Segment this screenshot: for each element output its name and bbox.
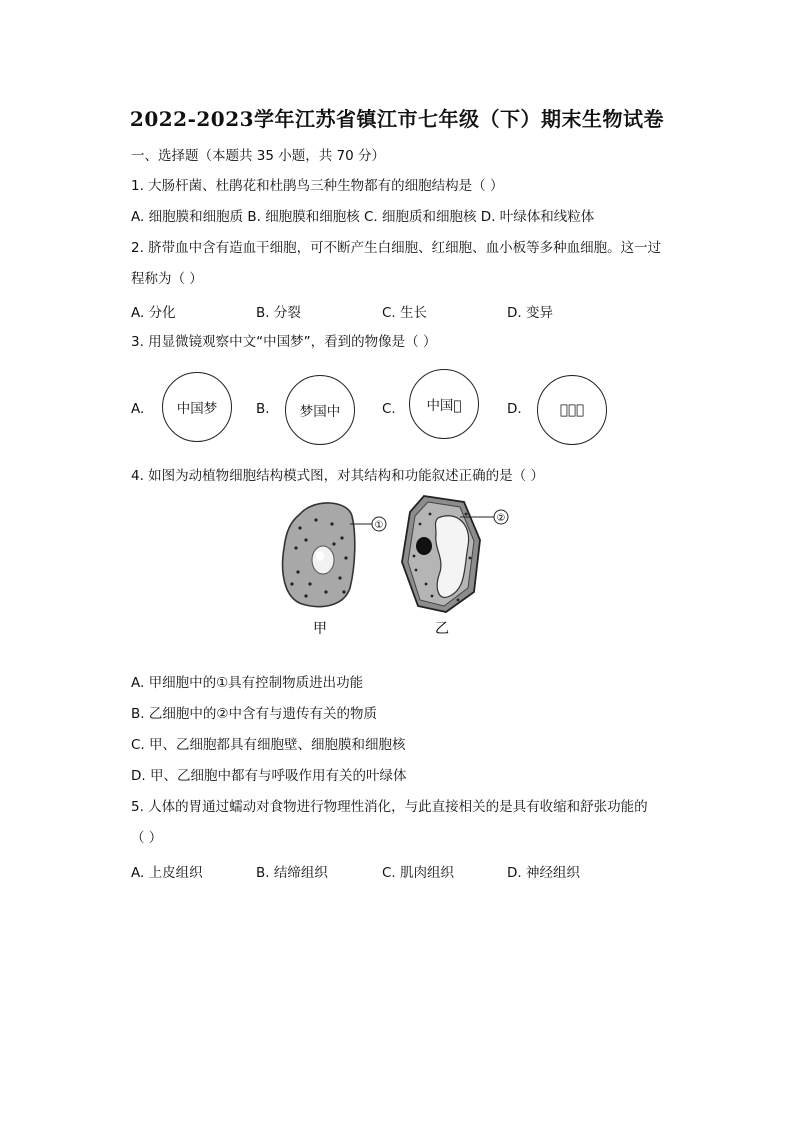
question-3-label-c: C. [382,401,396,417]
question-5-stem-line2: （ ） [131,830,163,846]
question-4-option-b: B. 乙细胞中的②中含有与遗传有关的物质 [131,706,377,722]
question-3-stem: 3. 用显微镜观察中文“中国梦”，看到的物像是（ ） [131,334,437,350]
question-3-circle-b [285,375,355,445]
question-3-circle-b-text: 梦国中 [299,404,341,420]
figure-mark-1: ① [374,520,384,531]
question-5-option-c: C. 肌肉组织 [382,865,455,881]
plant-cell [402,496,508,612]
figure-caption-a: 甲 [313,621,327,637]
question-5-option-b: B. 结缔组织 [256,865,328,881]
question-2-option-a: A. 分化 [131,305,176,321]
question-2-stem-line2: 程称为（ ） [131,271,203,287]
question-2-option-d: D. 变异 [507,305,553,321]
question-3-circle-a [162,372,232,442]
figure-caption-b: 乙 [435,621,449,637]
section-heading: 一、选择题（本题共 35 小题，共 70 分） [131,148,386,164]
question-3-label-a: A. [131,401,145,417]
question-2-option-c: C. 生长 [382,305,428,321]
question-5-option-d: D. 神经组织 [507,865,580,881]
question-3-circle-d-text: 𡕸国中 [559,402,585,418]
question-4-stem: 4. 如图为动植物细胞结构模式图，对其结构和功能叙述正确的是（ ） [131,468,544,484]
question-2-stem-line1: 2. 脐带血中含有造血干细胞，可不断产生白细胞、红细胞、血小板等多种血细胞。这一过 [131,240,662,256]
question-1-stem: 1. 大肠杆菌、杜鹃花和杜鹃鸟三种生物都有的细胞结构是（ ） [131,178,504,194]
question-3-circle-c [409,369,479,439]
question-5-stem-line1: 5. 人体的胃通过蠕动对食物进行物理性消化，与此直接相关的是具有收缩和舒张功能的 [131,799,648,815]
question-4-option-d: D. 甲、乙细胞中都有与呼吸作用有关的叶绿体 [131,768,407,784]
cell-structure-figure [270,488,530,648]
question-3-circle-c-text: 中国𡕸 [426,398,462,414]
question-3-circle-d [537,375,607,445]
question-5-option-a: A. 上皮组织 [131,865,203,881]
animal-cell [283,503,386,607]
question-4-option-c: C. 甲、乙细胞都具有细胞壁、细胞膜和细胞核 [131,737,406,753]
question-1-options: A. 细胞膜和细胞质 B. 细胞膜和细胞核 C. 细胞质和细胞核 D. 叶绿体和线粒体 [131,209,595,225]
page-title: 2022-2023学年江苏省镇江市七年级（下）期末生物试卷 [129,107,665,131]
question-3-label-d: D. [507,401,522,417]
question-3-circle-a-text: 中国梦 [176,401,218,417]
question-2-option-b: B. 分裂 [256,305,301,321]
figure-mark-2: ② [496,513,506,524]
question-3-label-b: B. [256,401,270,417]
question-4-option-a: A. 甲细胞中的①具有控制物质进出功能 [131,675,364,691]
